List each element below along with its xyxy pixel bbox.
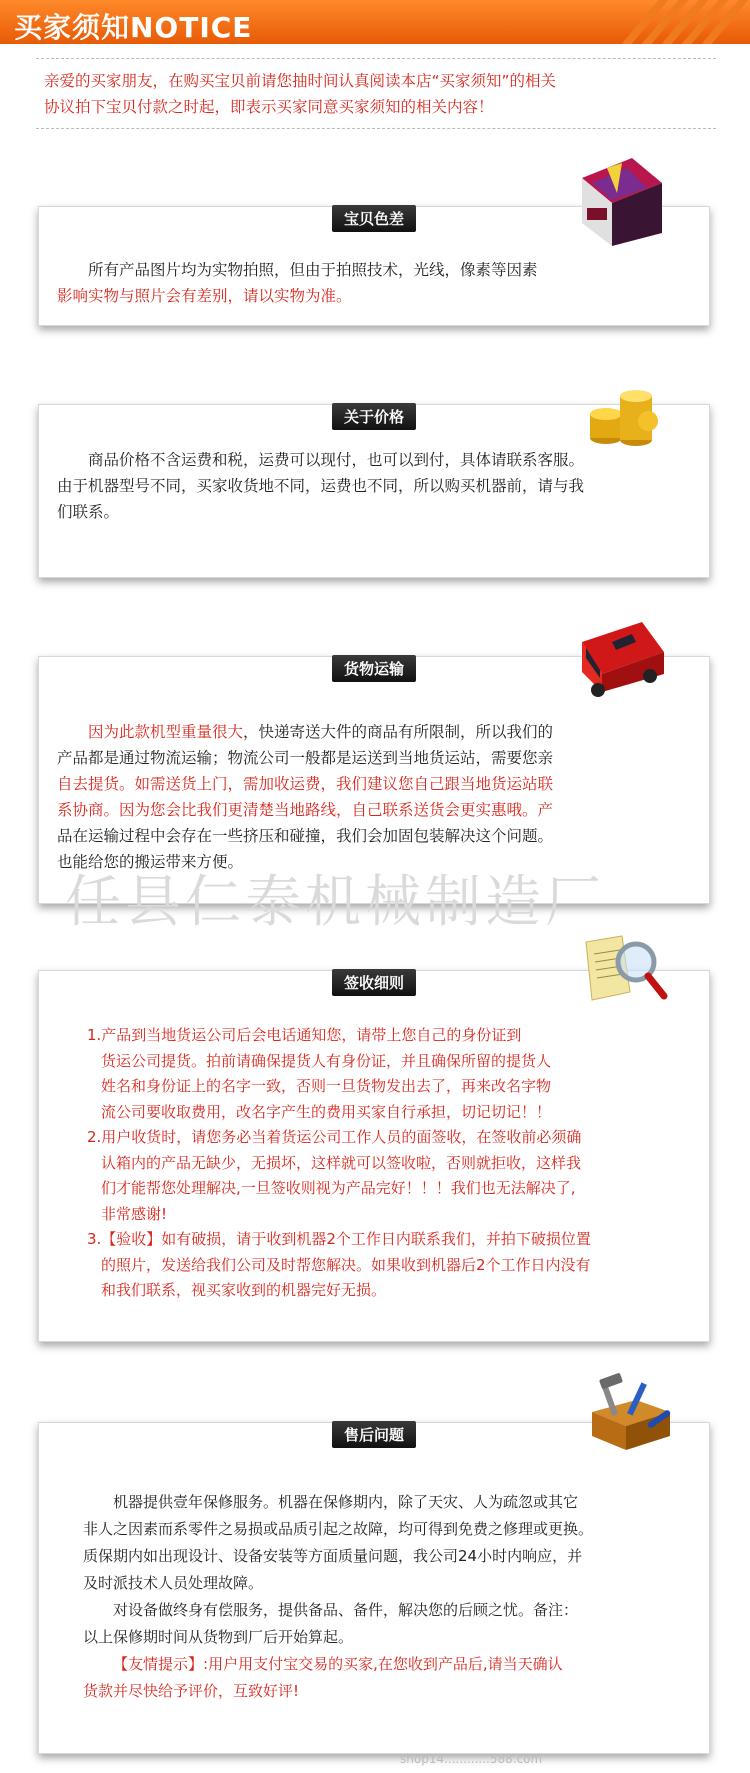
section-body: 1.产品到当地货运公司后会电话通知您，请带上您自己的身份证到 货运公司提货。拍前请确保提货人有身份证，并且确保所留的提货人 姓名和身份证上的名字一致，否则一旦货物发出去了，再来改名字物 流公司要收取费用，改名字产生的费用买家自行承担，切记切记！！ 2.用户收货时，请您务必当着货运公司工作人员的面签收，在签收前必须确 认箱内的产品无缺少，无损坏，这样就可以签收啦，否则就拒收，这样我 们才能帮您处理解决,一旦签收则视为产品完好！！！我们也无法解决了, 非常感谢! 3.【验收】如有破损，请于收到机器2个工作日内联系我们，并拍下破损位置 的照片，发送给我们公司及时帮您解决。如果收到机器后2个工作日内没有 和我们联系，视买家收到的机器完好无损。 [87, 1026, 591, 1299]
cube-icon [572, 148, 672, 248]
watermark: 任县仁泰机械制造厂 [65, 870, 605, 935]
section-label: 签收细则 [332, 969, 416, 996]
section-label: 售后问题 [332, 1421, 416, 1448]
magnifier-document-icon [578, 932, 668, 1008]
section-label: 宝贝色差 [332, 205, 416, 232]
section-body: 因为此款机型重量很大，快递寄送大件的商品有所限制，所以我们的 产品都是通过物流运输；物流公司一般都是运送到当地货运站，需要您亲 自去提货。如需送货上门，需加收运费，我们建议您自己跟当地货运站联 系协商。因为您会比我们更清楚当地路线，自己联系送货会更实惠哦。产 品在运输过程中会存在一些挤压和碰撞，我们会加固包装解决这个问题。 也能给您的搬运带来方便。 [57, 723, 554, 871]
footer-watermark: shop14............588.com [400, 1752, 543, 1766]
divider [36, 128, 716, 129]
section-receipt-rules [38, 970, 710, 1342]
delivery-truck-icon [572, 612, 668, 698]
intro-text: 亲爱的买家朋友，在购买宝贝前请您抽时间认真阅读本店“买家须知”的相关 协议拍下宝贝付款之时起，即表示买家同意买家须知的相关内容！ [44, 72, 557, 116]
section-body: 所有产品图片均为实物拍照，但由于拍照技术，光线，像素等因素 影响实物与照片会有差别，请以实物为准。 [57, 261, 538, 305]
toolbox-icon [586, 1372, 676, 1452]
friendly-tip-label: 【友情提示】: [113, 1655, 209, 1673]
section-body: 机器提供壹年保修服务。机器在保修期内，除了天灾、人为疏忽或其它 非人之因素而系零件之易损或品质引起之故障，均可得到免费之修理或更换。 质保期内如出现设计、设备安装等方面质量问题，我公司24小时内响应，并 及时派技术人员处理故障。 对设备做终身有偿服务，提供备品、备件，解决您的后顾之忧。备注： 以上保修期时间从货物到厂后开始算起。 【友情提示】:用户用支付宝交易的买家,在您收到产品后,请当天确认 货款并尽快给予评价，互致好评! [83, 1493, 594, 1700]
section-body: 商品价格不含运费和税，运费可以现付，也可以到付，具体请联系客服。 由于机器型号不同，买家收货地不同，运费也不同，所以购买机器前，请与我 们联系。 [57, 451, 585, 521]
divider [36, 58, 716, 59]
section-after-sale [38, 1422, 710, 1754]
notice-banner [0, 0, 750, 44]
section-label: 货物运输 [332, 655, 416, 682]
gold-coins-icon [586, 376, 662, 452]
section-label: 关于价格 [332, 403, 416, 430]
page-title: 买家须知NOTICE [14, 11, 253, 44]
